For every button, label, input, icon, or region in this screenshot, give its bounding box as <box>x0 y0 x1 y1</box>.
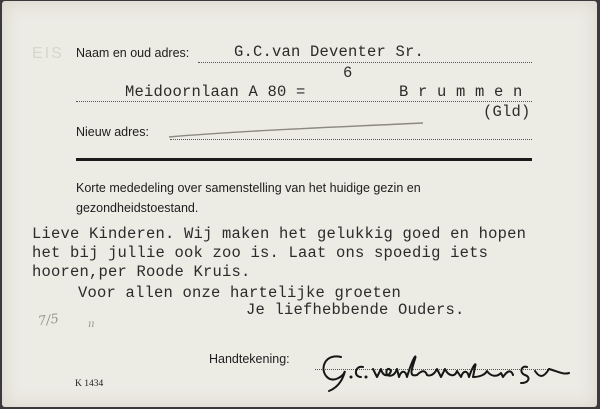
signature-label: Handtekening: <box>209 352 290 366</box>
bleed-through-marks: EIS <box>32 45 64 62</box>
message-line-2: het bij jullie ook zoo is. Laat ons spoedig iets <box>32 244 489 262</box>
old-address-label: Naam en oud adres: <box>76 46 190 60</box>
province: (Gld) <box>483 103 531 121</box>
postcard <box>2 1 597 407</box>
message-line-4: Voor allen onze hartelijke groeten <box>78 284 402 302</box>
pencil-note: 7/5 <box>37 311 60 330</box>
message-line-3: hooren,per Roode Kruis. <box>32 263 251 281</box>
instruction-line-1: Korte mededeling over samenstelling van het huidige gezin en <box>76 181 421 195</box>
sender-name: G.C.van Deventer Sr. <box>234 43 425 61</box>
house-number-suffix: 6 <box>343 64 353 82</box>
message-line-5: Je liefhebbende Ouders. <box>246 301 465 319</box>
message-line-1: Lieve Kinderen. Wij maken het gelukkig goed en hopen <box>32 225 527 243</box>
new-address-label: Nieuw adres: <box>76 125 149 139</box>
form-code: K 1434 <box>75 379 104 389</box>
pencil-mark: ıı <box>88 319 95 330</box>
handwritten-signature <box>317 347 577 397</box>
street-address: Meidoornlaan A 80 = <box>125 83 306 101</box>
strike-through-mark <box>167 119 427 141</box>
city: B r u m m e n <box>399 83 523 101</box>
old-address-line-2 <box>76 101 532 102</box>
section-divider <box>76 158 532 161</box>
old-address-line-1 <box>198 62 532 63</box>
instruction-line-2: gezondheidstoestand. <box>76 201 199 215</box>
